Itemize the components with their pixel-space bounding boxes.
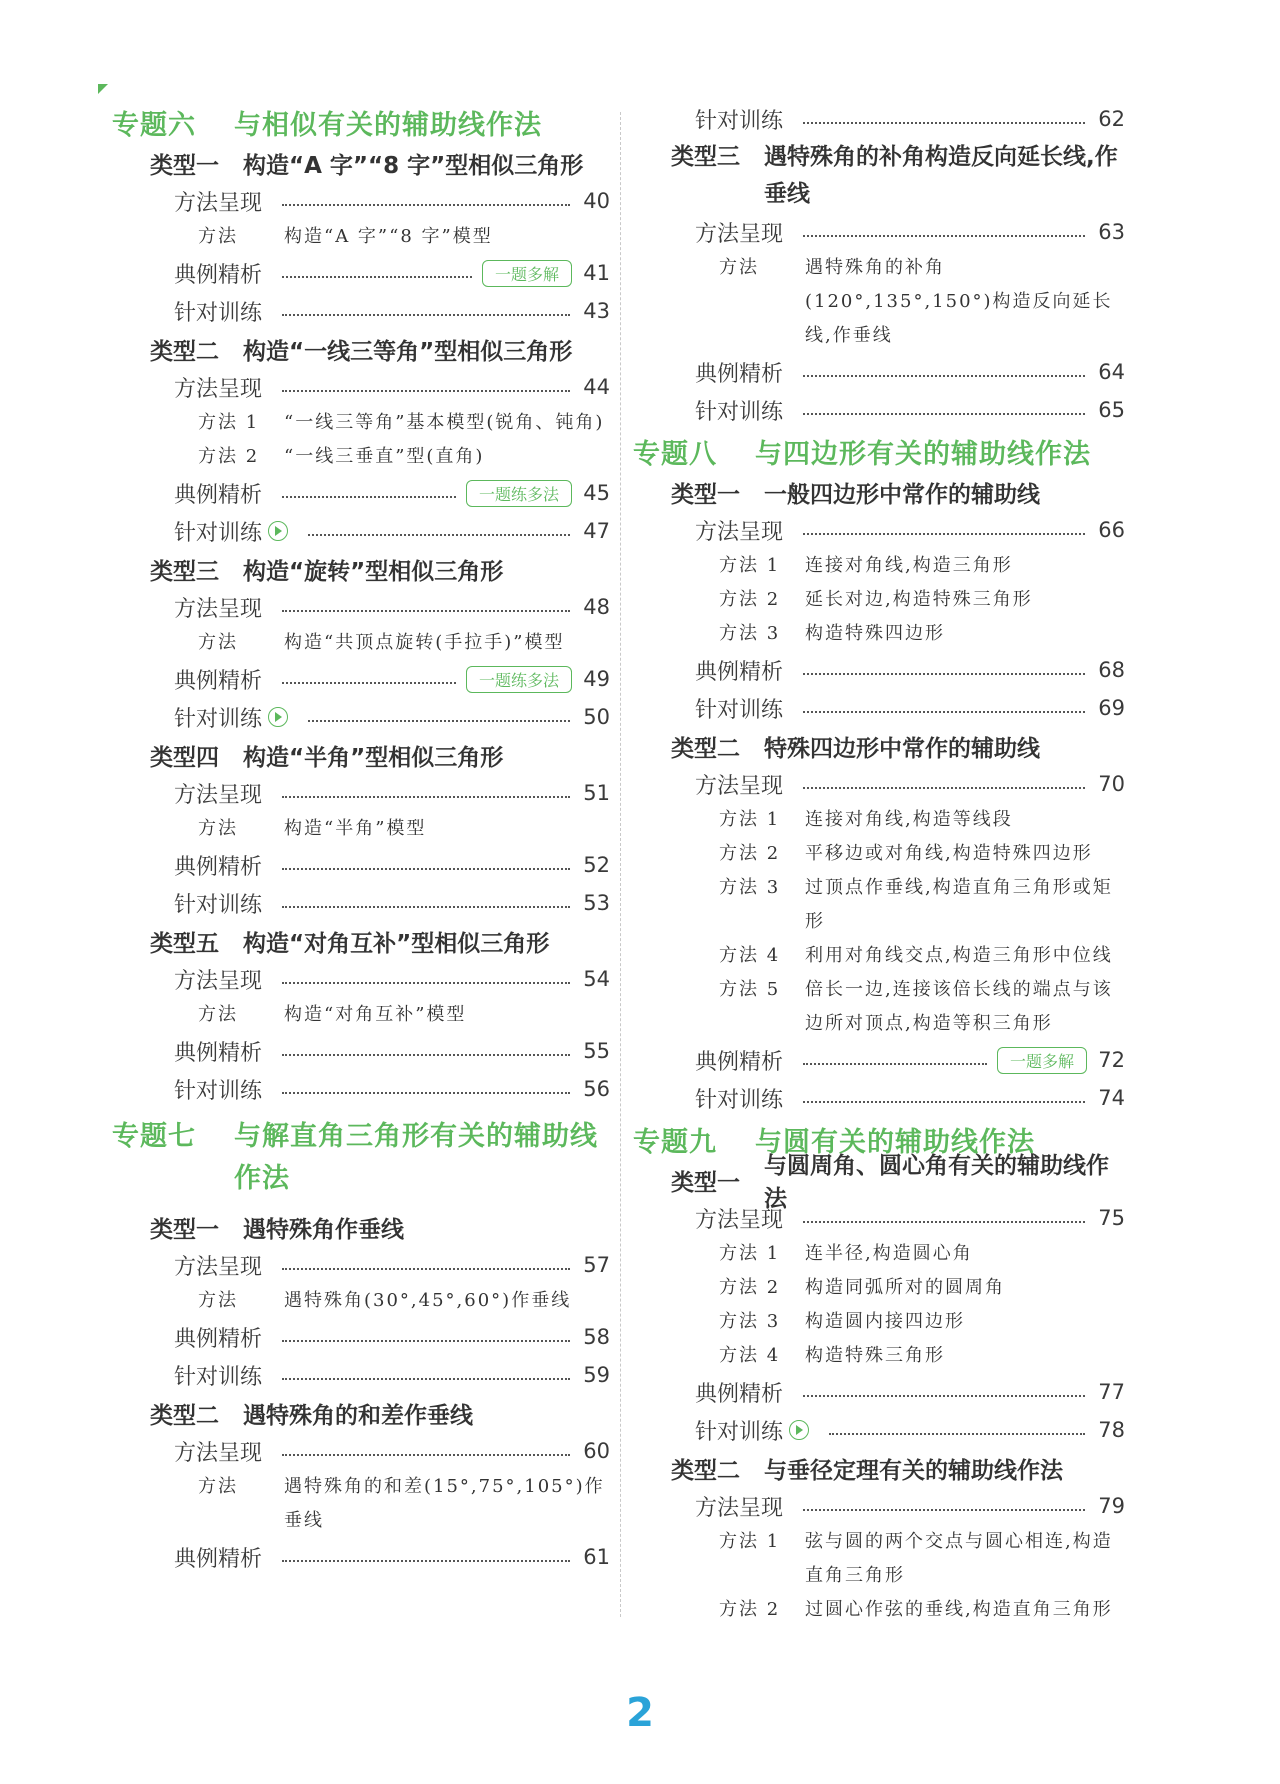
dot-leader: [803, 673, 1085, 675]
type-label: 类型二: [671, 735, 740, 762]
toc-entry[interactable]: [633, 1041, 1125, 1079]
method-text: 遇特殊角的补角(120°,135°,150°)构造反向延长线,作垂线: [805, 257, 1113, 346]
toc-entry[interactable]: [112, 588, 610, 626]
entry-label: 典例精析: [695, 1049, 784, 1075]
dot-leader: [282, 390, 570, 392]
method-label: 方法 1: [719, 1243, 781, 1264]
method-item: [633, 1305, 1125, 1339]
entry-badge: 一题练多法: [466, 480, 572, 507]
toc-entry[interactable]: [633, 765, 1125, 803]
dot-leader: [803, 1509, 1085, 1511]
entry-label: 典例精析: [695, 361, 784, 387]
method-label: 方法 1: [719, 555, 781, 576]
method-label: 方法 2: [719, 1277, 781, 1298]
toc-entry[interactable]: [112, 1538, 610, 1576]
method-label: 方法 2: [719, 589, 781, 610]
method-item: [633, 1593, 1125, 1627]
method-item: [112, 406, 610, 440]
dot-leader: [282, 1092, 570, 1094]
toc-entry[interactable]: [633, 213, 1125, 251]
type-label: 类型四: [150, 744, 219, 771]
toc-entry[interactable]: [633, 353, 1125, 391]
toc-entry[interactable]: [633, 1199, 1125, 1237]
dot-leader: [803, 533, 1085, 535]
method-label: 方法 2: [198, 446, 260, 467]
toc-entry[interactable]: [112, 660, 610, 698]
dot-leader: [282, 682, 456, 684]
dot-leader: [308, 720, 570, 722]
page-ref: 50: [583, 705, 610, 729]
type-label: 类型一: [150, 152, 219, 179]
type-heading: [112, 736, 610, 774]
page-ref: 41: [583, 261, 610, 285]
method-item: [633, 803, 1125, 837]
type-label: 类型一: [671, 481, 740, 508]
method-item: [112, 1284, 610, 1318]
entry-label: 典例精析: [695, 1381, 784, 1407]
page-ref: 52: [583, 853, 610, 877]
page-ref: 62: [1098, 107, 1125, 131]
entry-label: 方法呈现: [695, 773, 784, 799]
entry-label: 方法呈现: [174, 782, 263, 808]
method-text: 平移边或对角线,构造特殊四边形: [805, 843, 1093, 864]
page-ref: 74: [1098, 1086, 1125, 1110]
corner-mark: [98, 84, 108, 94]
method-label: 方法 2: [719, 843, 781, 864]
topic-number: 专题六: [112, 109, 196, 141]
topic-number: 专题九: [633, 1126, 717, 1158]
topic-title: 与相似有关的辅助线作法: [234, 109, 542, 141]
toc-entry[interactable]: [633, 391, 1125, 429]
method-text: 构造圆内接四边形: [805, 1311, 965, 1332]
toc-entry[interactable]: [112, 474, 610, 512]
toc-entry[interactable]: [633, 1487, 1125, 1525]
method-text: 弦与圆的两个交点与圆心相连,构造直角三角形: [805, 1531, 1113, 1586]
entry-label: 典例精析: [174, 482, 263, 508]
dot-leader: [282, 1268, 570, 1270]
type-label: 类型三: [671, 144, 740, 170]
dot-leader: [803, 122, 1085, 124]
page-ref: 78: [1098, 1418, 1125, 1442]
type-title: 与圆周角、圆心角有关的辅助线作法: [764, 1153, 1109, 1212]
entry-label: 针对训练: [174, 1078, 263, 1104]
method-text: “一线三等角”基本模型(锐角、钝角): [284, 412, 605, 433]
page-ref: 79: [1098, 1494, 1125, 1518]
method-text: 构造“共顶点旋转(手拉手)”模型: [284, 632, 565, 653]
type-heading: [633, 727, 1125, 765]
toc-entry[interactable]: [633, 100, 1125, 138]
type-title: 遇特殊角的补角构造反向延长线,作垂线: [764, 144, 1118, 207]
method-text: 构造“对角互补”模型: [284, 1004, 467, 1025]
toc-entry[interactable]: [112, 1318, 610, 1356]
entry-badge: 一题多解: [482, 260, 572, 287]
entry-label: 针对训练: [174, 706, 263, 732]
method-item: [633, 837, 1125, 871]
method-text: 延长对边,构造特殊三角形: [805, 589, 1033, 610]
entry-label: 方法呈现: [174, 596, 263, 622]
type-title: 遇特殊角的和差作垂线: [243, 1402, 473, 1429]
entry-label: 针对训练: [695, 1087, 784, 1113]
method-item: [633, 549, 1125, 583]
type-label: 类型二: [150, 338, 219, 365]
method-label: 方法 2: [719, 1599, 781, 1620]
page-ref: 40: [583, 189, 610, 213]
entry-label: 方法呈现: [174, 1440, 263, 1466]
method-item: [112, 440, 610, 474]
dot-leader: [282, 314, 570, 316]
method-item: [633, 1237, 1125, 1271]
method-label: 方法 3: [719, 1311, 781, 1332]
type-title: 构造“A 字”“8 字”型相似三角形: [243, 152, 584, 179]
page-ref: 77: [1098, 1380, 1125, 1404]
dot-leader: [803, 787, 1085, 789]
entry-label: 方法呈现: [695, 221, 784, 247]
page-ref: 47: [583, 519, 610, 543]
page-ref: 45: [583, 481, 610, 505]
entry-label: 方法呈现: [695, 1495, 784, 1521]
page-ref: 53: [583, 891, 610, 915]
page-ref: 61: [583, 1545, 610, 1569]
dot-leader: [803, 1221, 1085, 1223]
method-item: [633, 617, 1125, 651]
page-number: 2: [626, 1690, 654, 1736]
entry-label: 典例精析: [174, 668, 263, 694]
toc-entry[interactable]: [633, 511, 1125, 549]
method-label: 方法 5: [719, 979, 781, 1000]
toc-entry[interactable]: [633, 651, 1125, 689]
method-item: [112, 1470, 610, 1538]
method-text: 连接对角线,构造等线段: [805, 809, 1013, 830]
dot-leader: [282, 906, 570, 908]
method-label: 方法: [198, 1004, 238, 1025]
dot-leader: [282, 1378, 570, 1380]
type-heading: [112, 1394, 610, 1432]
entry-label: 针对训练: [174, 892, 263, 918]
toc-entry[interactable]: [112, 1246, 610, 1284]
toc-entry[interactable]: [112, 1070, 610, 1108]
type-label: 类型二: [671, 1457, 740, 1484]
type-heading: [112, 330, 610, 368]
type-title: 构造“半角”型相似三角形: [243, 744, 504, 771]
toc-entry[interactable]: [112, 1432, 610, 1470]
topic-heading: [112, 100, 610, 144]
dot-leader: [282, 868, 570, 870]
method-item: [112, 998, 610, 1032]
entry-label: 针对训练: [695, 1419, 784, 1445]
entry-label: 针对训练: [695, 108, 784, 134]
topic-number: 专题八: [633, 438, 717, 470]
toc-entry[interactable]: [112, 254, 610, 292]
method-item: [112, 812, 610, 846]
type-title: 构造“一线三等角”型相似三角形: [243, 338, 573, 365]
method-item: [633, 1339, 1125, 1373]
topic-title: 与解直角三角形有关的辅助线作法: [234, 1121, 598, 1194]
type-label: 类型五: [150, 930, 219, 957]
page-ref: 57: [583, 1253, 610, 1277]
page-ref: 54: [583, 967, 610, 991]
method-label: 方法 1: [719, 809, 781, 830]
entry-label: 典例精析: [174, 262, 263, 288]
method-item: [633, 583, 1125, 617]
type-heading: [112, 144, 610, 182]
dot-leader: [803, 235, 1085, 237]
entry-label: 方法呈现: [174, 376, 263, 402]
page-ref: 51: [583, 781, 610, 805]
toc-left-column: [112, 100, 610, 1576]
entry-badge: 一题多解: [997, 1047, 1087, 1074]
page-ref: 55: [583, 1039, 610, 1063]
toc-entry[interactable]: [112, 698, 610, 736]
page-ref: 63: [1098, 220, 1125, 244]
dot-leader: [282, 1454, 570, 1456]
toc-entry[interactable]: [112, 846, 610, 884]
method-text: 遇特殊角的和差(15°,75°,105°)作垂线: [284, 1476, 605, 1531]
page-ref: 43: [583, 299, 610, 323]
entry-label: 典例精析: [174, 1546, 263, 1572]
method-text: “一线三垂直”型(直角): [284, 446, 485, 467]
type-heading: [633, 138, 1125, 213]
toc-entry[interactable]: [633, 1411, 1125, 1449]
method-text: 构造“A 字”“8 字”模型: [284, 226, 493, 247]
method-item: [633, 871, 1125, 939]
dot-leader: [282, 982, 570, 984]
method-label: 方法: [719, 257, 759, 278]
dot-leader: [282, 1340, 570, 1342]
toc-entry[interactable]: [633, 1373, 1125, 1411]
toc-entry[interactable]: [112, 1032, 610, 1070]
page-ref: 72: [1098, 1048, 1125, 1072]
topic-heading: [112, 1108, 610, 1208]
topic-heading: [633, 429, 1125, 473]
toc-right-column: [633, 100, 1125, 1627]
entry-label: 典例精析: [174, 854, 263, 880]
page-ref: 48: [583, 595, 610, 619]
type-heading: [112, 550, 610, 588]
type-title: 一般四边形中常作的辅助线: [764, 481, 1040, 508]
type-title: 构造“对角互补”型相似三角形: [243, 930, 550, 957]
method-item: [112, 220, 610, 254]
dot-leader: [282, 204, 570, 206]
method-item: [633, 1271, 1125, 1305]
method-text: 利用对角线交点,构造三角形中位线: [805, 945, 1113, 966]
toc-entry[interactable]: [112, 1356, 610, 1394]
dot-leader: [803, 1395, 1085, 1397]
type-heading: [112, 922, 610, 960]
method-item: [112, 626, 610, 660]
play-video-icon[interactable]: [268, 521, 288, 541]
page-ref: 56: [583, 1077, 610, 1101]
type-label: 类型二: [150, 1402, 219, 1429]
dot-leader: [803, 375, 1085, 377]
dot-leader: [803, 413, 1085, 415]
page-ref: 64: [1098, 360, 1125, 384]
method-label: 方法 1: [719, 1531, 781, 1552]
page-ref: 59: [583, 1363, 610, 1387]
page-ref: 58: [583, 1325, 610, 1349]
topic-title: 与四边形有关的辅助线作法: [755, 438, 1091, 470]
method-item: [633, 973, 1125, 1041]
entry-label: 方法呈现: [695, 1207, 784, 1233]
entry-label: 典例精析: [174, 1326, 263, 1352]
column-divider: [620, 112, 621, 1617]
method-text: 构造特殊四边形: [805, 623, 945, 644]
type-label: 类型一: [150, 1216, 219, 1243]
type-title: 构造“旋转”型相似三角形: [243, 558, 504, 585]
toc-entry[interactable]: [112, 512, 610, 550]
topic-title: 与圆有关的辅助线作法: [755, 1126, 1035, 1158]
method-label: 方法 4: [719, 945, 781, 966]
page-ref: 75: [1098, 1206, 1125, 1230]
type-heading: [633, 473, 1125, 511]
type-heading: [633, 1449, 1125, 1487]
dot-leader: [282, 610, 570, 612]
page-ref: 44: [583, 375, 610, 399]
type-heading: [112, 1208, 610, 1246]
method-label: 方法: [198, 226, 238, 247]
entry-label: 针对训练: [695, 697, 784, 723]
page-ref: 65: [1098, 398, 1125, 422]
method-text: 构造同弧所对的圆周角: [805, 1277, 1005, 1298]
method-text: 过圆心作弦的垂线,构造直角三角形: [805, 1599, 1113, 1620]
toc-entry[interactable]: [112, 774, 610, 812]
toc-entry[interactable]: [633, 1079, 1125, 1117]
method-text: 构造“半角”模型: [284, 818, 427, 839]
method-text: 遇特殊角(30°,45°,60°)作垂线: [284, 1290, 572, 1311]
dot-leader: [282, 1560, 570, 1562]
toc-entry[interactable]: [633, 689, 1125, 727]
topic-number: 专题七: [112, 1121, 196, 1152]
type-label: 类型三: [150, 558, 219, 585]
method-label: 方法: [198, 632, 238, 653]
method-label: 方法: [198, 1476, 238, 1497]
method-label: 方法 3: [719, 877, 781, 898]
method-text: 连半径,构造圆心角: [805, 1243, 973, 1264]
method-text: 倍长一边,连接该倍长线的端点与该边所对顶点,构造等积三角形: [805, 979, 1113, 1034]
dot-leader: [803, 1063, 987, 1065]
method-item: [633, 939, 1125, 973]
play-video-icon[interactable]: [268, 707, 288, 727]
method-text: 连接对角线,构造三角形: [805, 555, 1013, 576]
dot-leader: [308, 534, 570, 536]
entry-label: 典例精析: [174, 1040, 263, 1066]
entry-label: 针对训练: [174, 520, 263, 546]
page-ref: 69: [1098, 696, 1125, 720]
entry-label: 方法呈现: [695, 519, 784, 545]
dot-leader: [282, 496, 456, 498]
type-label: 类型一: [671, 1169, 740, 1196]
page-ref: 70: [1098, 772, 1125, 796]
dot-leader: [829, 1433, 1085, 1435]
method-item: [633, 251, 1125, 353]
method-text: 构造特殊三角形: [805, 1345, 945, 1366]
method-label: 方法 3: [719, 623, 781, 644]
type-title: 特殊四边形中常作的辅助线: [764, 735, 1040, 762]
dot-leader: [282, 276, 472, 278]
page-ref: 60: [583, 1439, 610, 1463]
toc-entry[interactable]: [112, 292, 610, 330]
page-ref: 66: [1098, 518, 1125, 542]
method-label: 方法: [198, 1290, 238, 1311]
play-video-icon[interactable]: [789, 1420, 809, 1440]
dot-leader: [803, 711, 1085, 713]
type-heading: [633, 1153, 1125, 1212]
entry-label: 针对训练: [174, 300, 263, 326]
type-title: 与垂径定理有关的辅助线作法: [764, 1457, 1063, 1484]
toc-entry[interactable]: [112, 182, 610, 220]
method-text: 过顶点作垂线,构造直角三角形或矩形: [805, 877, 1113, 932]
method-label: 方法: [198, 818, 238, 839]
type-title: 遇特殊角作垂线: [243, 1216, 404, 1243]
method-item: [633, 1525, 1125, 1593]
entry-label: 方法呈现: [174, 1254, 263, 1280]
page-ref: 68: [1098, 658, 1125, 682]
dot-leader: [803, 1101, 1085, 1103]
entry-label: 方法呈现: [174, 968, 263, 994]
method-label: 方法 4: [719, 1345, 781, 1366]
entry-label: 针对训练: [174, 1364, 263, 1390]
toc-entry[interactable]: [112, 884, 610, 922]
entry-label: 方法呈现: [174, 190, 263, 216]
entry-label: 典例精析: [695, 659, 784, 685]
method-label: 方法 1: [198, 412, 260, 433]
dot-leader: [282, 796, 570, 798]
entry-badge: 一题练多法: [466, 666, 572, 693]
entry-label: 针对训练: [695, 399, 784, 425]
page-ref: 49: [583, 667, 610, 691]
dot-leader: [282, 1054, 570, 1056]
toc-entry[interactable]: [112, 368, 610, 406]
toc-entry[interactable]: [112, 960, 610, 998]
